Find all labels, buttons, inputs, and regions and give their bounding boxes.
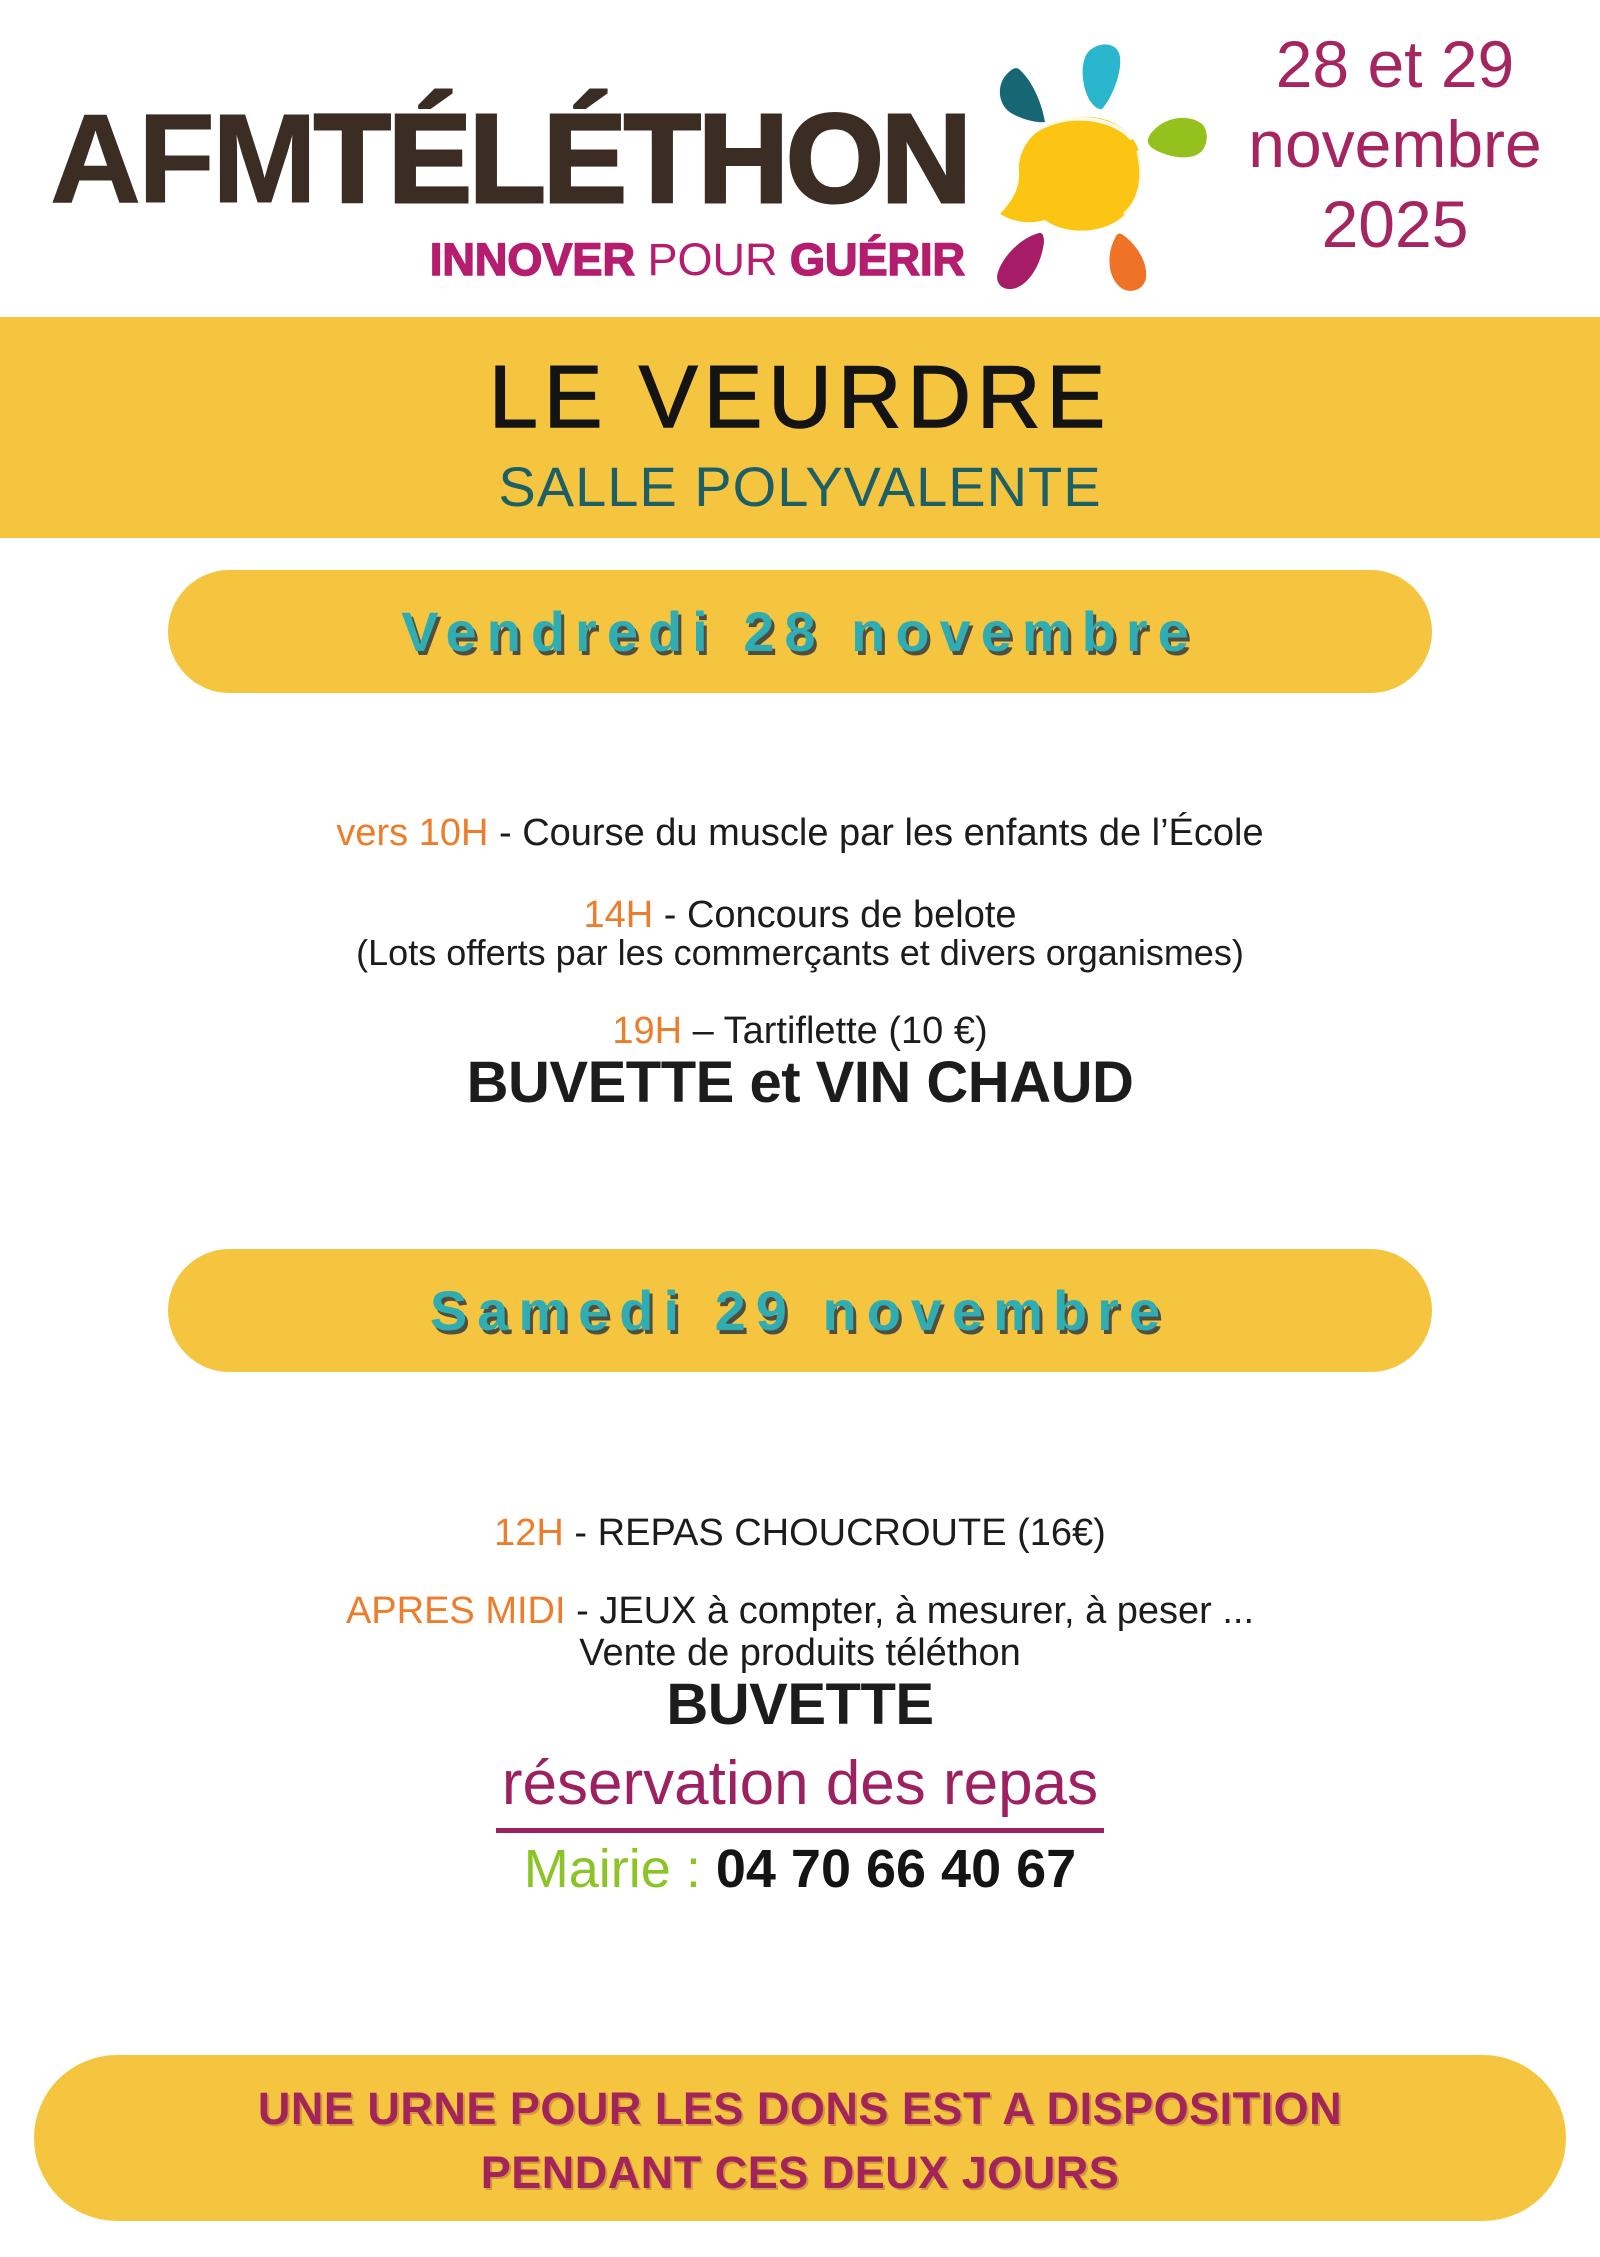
petal-cyan [1083,45,1121,110]
logo-afm: AFM [50,88,314,229]
date-line-3: 2025 [1321,187,1469,261]
date-line-1: 28 et 29 [1275,27,1515,101]
friday-item-2-sep: - [653,894,687,936]
saturday-item-2-time: APRES MIDI [345,1590,566,1632]
reservation-line [0,1748,1600,1833]
saturday-highlight: BUVETTE [666,1672,934,1737]
donation-notice-line-2: PENDANT CES DEUX JOURS [480,2147,1120,2198]
donation-notice-line-1: UNE URNE POUR LES DONS EST A DISPOSITION [257,2083,1343,2134]
friday-heading-pill [168,570,1432,693]
petal-dark-teal [1000,68,1045,122]
friday-item-2-time: 14H [583,894,654,936]
donation-notice-pill [34,2055,1566,2221]
logo-telethon: TÉLÉTHON [313,88,969,229]
sun-splash-icon [975,30,1215,292]
contact-label: Mairie : [523,1839,716,1899]
friday-item-2-note: (Lots offerts par les commerçants et divers organismes) [356,932,1244,973]
saturday-item-2-sep: - [565,1590,600,1632]
tagline-pour: POUR [634,234,790,285]
location-banner [0,317,1600,538]
friday-item-3 [0,1008,1600,1054]
friday-item-3-text: Tartiflette (10 €) [723,1010,988,1052]
location-subtitle: SALLE POLYVALENTE [498,455,1102,518]
saturday-item-1-sep: - [563,1512,598,1554]
petal-orange [1109,234,1146,291]
afm-telethon-logo [50,88,969,286]
saturday-item-1-time: 12H [494,1512,564,1554]
friday-heading: Vendredi 28 novembre [401,600,1199,663]
saturday-item-2-line2: Vente de produits téléthon [579,1632,1021,1674]
petal-green [1148,118,1207,157]
logo-tagline [50,234,965,286]
logo-wordmark [50,88,969,229]
friday-item-1-sep: - [488,812,523,854]
friday-highlight: BUVETTE et VIN CHAUD [466,1050,1134,1115]
saturday-item-2 [0,1588,1600,1634]
friday-item-1-time: vers 10H [336,812,489,854]
event-dates [1225,24,1565,264]
contact-line [0,1838,1600,1900]
reservation-text: réservation des repas [496,1748,1104,1833]
date-line-2: novembre [1248,107,1542,181]
sun-body [1000,117,1142,231]
location-title: LE VEURDRE [488,347,1112,446]
saturday-item-1-text: REPAS CHOUCROUTE (16€) [597,1512,1106,1554]
friday-item-1 [0,810,1600,856]
saturday-heading: Samedi 29 novembre [429,1279,1171,1342]
tagline-guerir: GUÉRIR [789,234,965,285]
friday-item-3-sep: – [682,1010,724,1052]
petal-magenta [997,233,1044,289]
saturday-heading-pill [168,1249,1432,1372]
saturday-item-2-text: JEUX à compter, à mesurer, à peser ... [599,1590,1255,1632]
friday-item-3-time: 19H [612,1010,683,1052]
friday-item-2-text: Concours de belote [686,894,1017,936]
friday-item-1-text: Course du muscle par les enfants de l’École [522,812,1264,854]
tagline-innover: INNOVER [429,234,635,285]
contact-phone-number: 04 70 66 40 67 [715,1839,1077,1899]
saturday-item-1 [0,1510,1600,1556]
